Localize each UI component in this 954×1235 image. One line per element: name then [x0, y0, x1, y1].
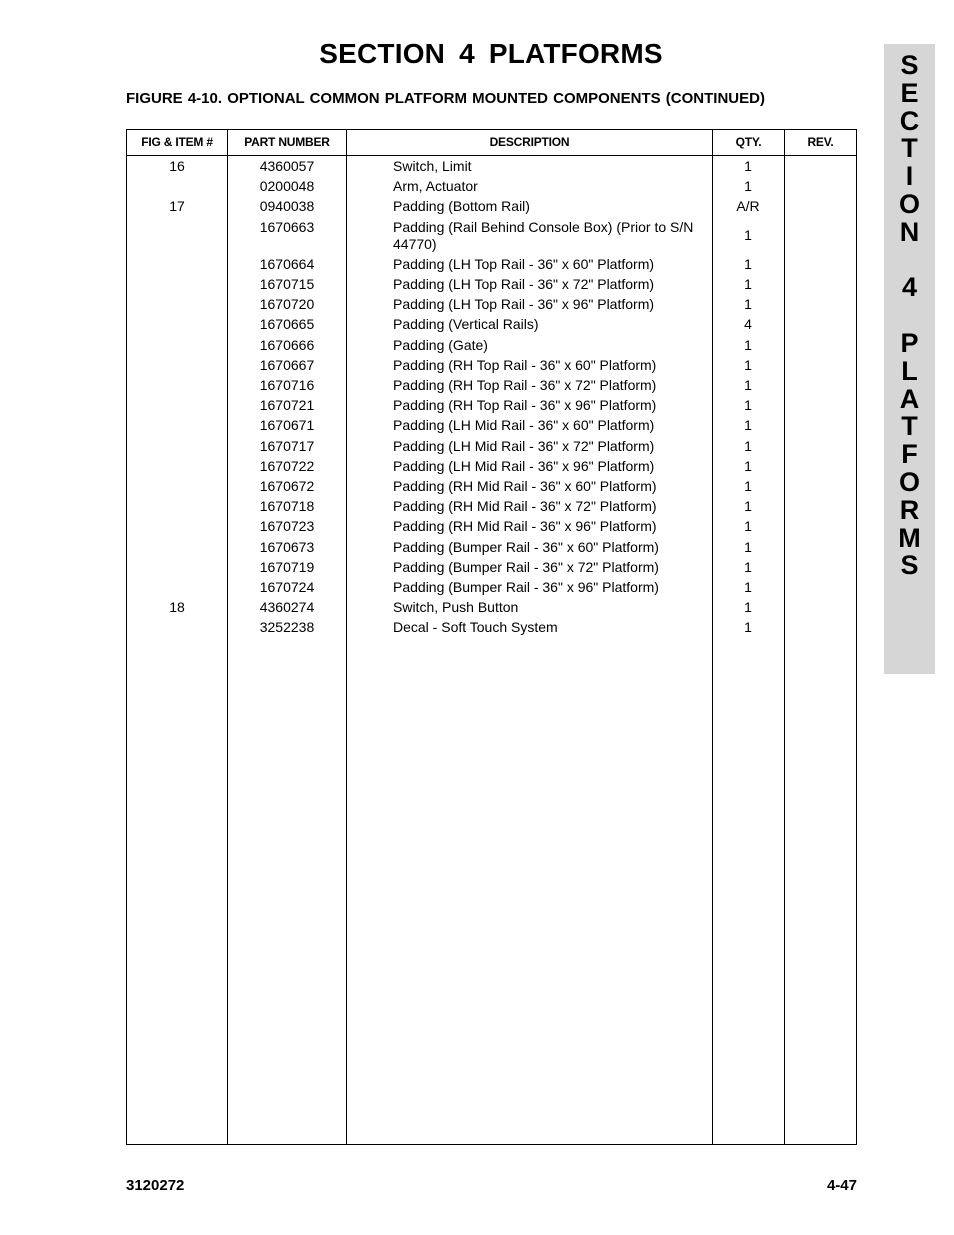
side-tab-letter: A	[899, 383, 920, 414]
qty-cell: 1	[744, 457, 752, 474]
side-tab-letter: T	[901, 411, 918, 442]
qty-cell: 4	[744, 316, 752, 333]
qty-cell: 1	[744, 619, 752, 636]
part-number-cell: 4360274	[259, 599, 315, 616]
part-number-cell: 1670723	[259, 518, 315, 535]
side-tab-letter	[884, 302, 935, 330]
description-cell: Padding (Gate)	[393, 336, 488, 353]
part-number-cell: 1670671	[259, 417, 315, 434]
description-cell: Padding (LH Mid Rail - 36" x 72" Platform)	[393, 437, 655, 454]
header-description: DESCRIPTION	[489, 135, 570, 149]
description-cell: Padding (RH Mid Rail - 36" x 60" Platform)	[393, 478, 657, 494]
side-tab-letter: S	[900, 550, 919, 581]
description-cell: Padding (Bottom Rail)	[393, 198, 530, 215]
part-number-cell: 1670718	[259, 498, 315, 515]
qty-cell: 1	[744, 296, 752, 313]
qty-cell: 1	[744, 377, 752, 393]
qty-cell: 1	[744, 356, 752, 373]
description-cell: Padding (Bumper Rail - 36" x 72" Platform)	[393, 558, 659, 575]
figure-title: FIGURE 4-10. OPTIONAL COMMON PLATFORM MOUNTED COMPONENTS (CONTINUED)	[126, 90, 765, 107]
side-tab-letter: R	[899, 494, 920, 525]
description-cell: Padding (Bumper Rail - 36" x 96" Platform)	[393, 579, 659, 595]
part-number-cell: 1670722	[259, 457, 315, 474]
side-section-tab	[884, 44, 935, 674]
description-cell: Padding (RH Top Rail - 36" x 60" Platform)	[393, 356, 657, 373]
qty-cell: 1	[744, 579, 752, 595]
description-cell: Padding (Vertical Rails)	[393, 316, 539, 333]
side-tab-letter	[884, 247, 935, 275]
part-number-cell: 3252238	[259, 619, 315, 636]
fig-item-cell: 16	[169, 158, 185, 174]
description-cell: Padding (LH Mid Rail - 36" x 60" Platform)	[393, 417, 655, 434]
description-cell: Padding (Rail Behind Console Box) (Prior to S/N 44770)	[393, 218, 694, 252]
part-number-cell: 1670667	[259, 356, 315, 373]
part-number-cell: 1670719	[259, 558, 315, 575]
side-tab-letter: C	[899, 105, 920, 136]
side-tab-letter: N	[899, 216, 920, 247]
qty-cell: 1	[744, 178, 752, 195]
header-rev: REV.	[807, 135, 834, 149]
header-qty: QTY.	[735, 135, 762, 149]
description-cell: Padding (RH Top Rail - 36" x 72" Platform)	[393, 377, 657, 393]
footer-doc-number: 3120272	[126, 1177, 185, 1194]
part-number-cell: 1670716	[259, 377, 315, 393]
part-number-cell: 0200048	[259, 178, 315, 195]
qty-cell: 1	[744, 478, 752, 494]
qty-cell: 1	[744, 437, 752, 454]
description-cell: Switch, Limit	[393, 158, 472, 174]
header-part-number: PART NUMBER	[244, 135, 330, 149]
description-cell: Padding (LH Top Rail - 36" x 72" Platform)	[393, 276, 655, 292]
part-number-cell: 1670720	[259, 296, 315, 313]
description-cell: Padding (LH Top Rail - 36" x 96" Platform)	[393, 296, 655, 313]
part-number-cell: 4360057	[259, 158, 315, 174]
side-tab-letter: T	[901, 133, 918, 164]
part-number-cell: 1670724	[259, 579, 315, 595]
part-number-cell: 1670717	[259, 437, 315, 454]
qty-cell: 1	[744, 158, 752, 174]
part-number-cell: 1670663	[259, 218, 315, 235]
description-cell: Padding (RH Mid Rail - 36" x 96" Platform)	[393, 518, 657, 535]
side-tab-letter: O	[898, 188, 920, 219]
side-tab-letter: F	[901, 439, 918, 470]
side-tab-letter: O	[898, 466, 920, 497]
part-number-cell: 1670721	[259, 397, 315, 414]
side-tab-letter: E	[900, 77, 919, 108]
column-divider	[784, 130, 785, 1144]
description-cell: Padding (LH Top Rail - 36" x 60" Platform)	[393, 255, 655, 272]
part-number-cell: 1670673	[259, 538, 315, 555]
section-title: SECTION 4 PLATFORMS	[319, 38, 663, 69]
part-number-cell: 1670672	[259, 478, 315, 494]
qty-cell: 1	[744, 538, 752, 555]
part-number-cell: 1670665	[259, 316, 315, 333]
description-cell: Switch, Push Button	[393, 599, 519, 616]
qty-cell: 1	[744, 417, 752, 434]
part-number-cell: 1670664	[259, 255, 315, 272]
qty-cell: 1	[744, 558, 752, 575]
description-cell: Padding (LH Mid Rail - 36" x 96" Platform)	[393, 457, 655, 474]
parts-table	[126, 129, 857, 1145]
qty-cell: 1	[744, 226, 752, 243]
qty-cell: 1	[744, 255, 752, 272]
description-cell: Decal - Soft Touch System	[393, 619, 558, 636]
qty-cell: 1	[744, 518, 752, 535]
qty-cell: 1	[744, 397, 752, 414]
side-tab-letter: L	[901, 355, 918, 386]
side-tab-letter: S	[900, 50, 919, 80]
side-tab-letter: 4	[901, 272, 918, 303]
part-number-cell: 0940038	[259, 198, 315, 215]
side-tab-letter: P	[900, 327, 919, 358]
qty-cell: 1	[744, 498, 752, 515]
column-divider	[346, 130, 347, 1144]
part-number-cell: 1670666	[259, 336, 315, 353]
qty-cell: 1	[744, 599, 752, 616]
side-tab-letter: M	[898, 522, 921, 553]
side-tab-letters	[884, 52, 935, 580]
qty-cell: 1	[744, 276, 752, 292]
qty-cell: 1	[744, 336, 752, 353]
description-cell: Padding (RH Mid Rail - 36" x 72" Platform)	[393, 498, 657, 515]
description-cell: Padding (RH Top Rail - 36" x 96" Platform)	[393, 397, 657, 414]
side-tab-letter: I	[905, 161, 914, 192]
description-cell: Padding (Bumper Rail - 36" x 60" Platform)	[393, 538, 659, 555]
qty-cell: A/R	[736, 198, 760, 215]
description-cell: Arm, Actuator	[393, 178, 478, 195]
footer-page-number: 4-47	[826, 1177, 857, 1194]
fig-item-cell: 18	[169, 599, 185, 616]
header-fig-item: FIG & ITEM #	[141, 135, 213, 149]
fig-item-cell: 17	[169, 198, 185, 215]
part-number-cell: 1670715	[259, 276, 315, 292]
table-header-row	[127, 130, 856, 156]
